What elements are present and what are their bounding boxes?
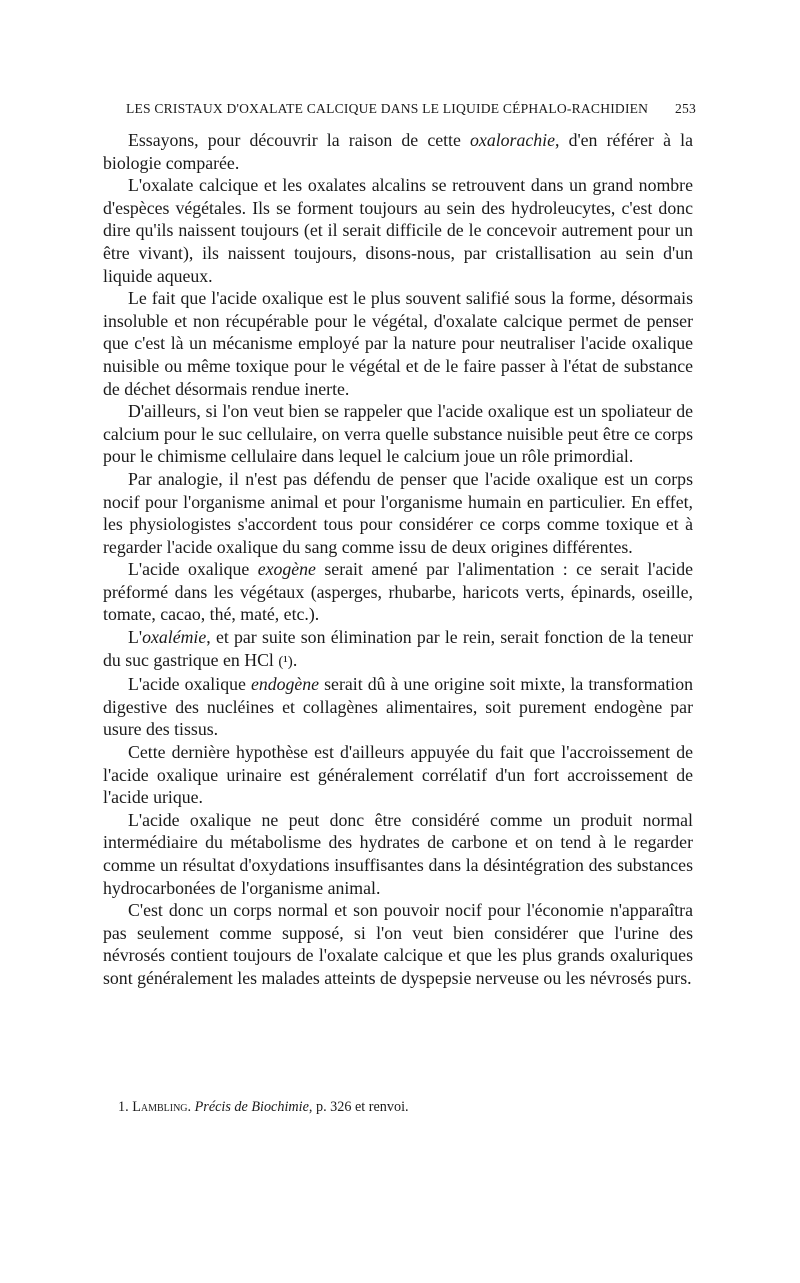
paragraph-7-text: L' [128, 627, 143, 648]
running-title: LES CRISTAUX D'OXALATE CALCIQUE DANS LE LIQUIDE CÉPHALO-RACHIDIEN [126, 101, 649, 116]
paragraph-11: C'est donc un corps normal et son pouvoir nocif pour l'économie n'apparaîtra pas seulement comme supposé, si l'on veut bien considérer que l'urine des névrosés contient toujours de l'oxalate calcique et que les plus grands oxaluriques sont généralement les malades atteints de dyspepsie nerveuse ou les névrosés purs. [103, 900, 693, 988]
footnote-work-title: Précis de Biochimie [194, 1099, 309, 1115]
paragraph-6-text-end: serait amené par l'alimentation : ce serait l'acide préformé dans les végétaux (asperges, rhubarbe, haricots verts, épinards, oseille, tomate, cacao, thé, maté, etc.). [103, 559, 693, 625]
paragraph-8 [103, 673, 693, 741]
paragraph-6-text: L'acide oxalique [128, 559, 258, 580]
paragraph-1 [103, 129, 693, 174]
footnote [118, 1098, 678, 1116]
paragraph-2: L'oxalate calcique et les oxalates alcalins se retrouvent dans un grand nombre d'espèces végétales. Ils se forment toujours au sein des hydroleucytes, c'est donc dire qu'ils naissent toujours (et il serait difficile de le concevoir autrement pour un être vivant), ils naissent toujours, disons-nous, par cristallisation au sein d'un liquide aqueux. [103, 175, 693, 286]
paragraph-4: D'ailleurs, si l'on veut bien se rappeler que l'acide oxalique est un spoliateur de calcium pour le suc cellulaire, on verra quelle substance nuisible peut être ce corps pour le chimisme cellulaire dans lequel le calcium joue un rôle primordial. [103, 401, 693, 467]
paragraph-7-text-end: . [292, 649, 298, 670]
paragraph-5: Par analogie, il n'est pas défendu de penser que l'acide oxalique est un corps nocif pour l'organisme animal et pour l'organisme humain en particulier. En effet, les physiologistes s'accordent tous pour considérer ce corps comme toxique et à regarder l'acide oxalique du sang comme issu de deux origines différentes. [103, 468, 693, 557]
paragraph-8-text-end: serait dû à une origine soit mixte, la transformation digestive des nucléines et collagènes alimentaires, soit purement endogène par usure des tissus. [103, 674, 693, 740]
page-number: 253 [675, 101, 696, 116]
paragraph-3: Le fait que l'acide oxalique est le plus souvent salifié sous la forme, désormais insoluble et non récupérable pour le végétal, d'oxalate calcique permet de penser que c'est là un mécanisme employé par la nature pour neutraliser l'acide oxalique nuisible ou même toxique pour le végétal et de le faire passer à l'état de substance de déchet désormais rendue inerte. [103, 288, 693, 399]
paragraph-6-italic: exogène [257, 559, 316, 580]
paragraph-1-text: Essayons, pour découvrir la raison de cette [128, 130, 471, 150]
footnote-reference-detail: , p. 326 et renvoi. [308, 1099, 409, 1115]
footnote-reference: (¹) [278, 653, 293, 670]
footnote-separator: . [187, 1099, 195, 1115]
footnote-author: Lambling [132, 1099, 188, 1115]
paragraph-6 [103, 558, 693, 626]
paragraph-9: Cette dernière hypothèse est d'ailleurs appuyée du fait que l'accroissement de l'acide oxalique urinaire est généralement corrélatif d'un fort accroissement de l'acide urique. [103, 742, 693, 808]
paragraph-1-italic: oxalorachie [470, 130, 555, 150]
footnote-number: 1. [118, 1099, 129, 1115]
paragraph-8-italic: endogène [250, 674, 320, 695]
paragraph-7-text-mid: , et par suite son élimination par le rein, serait fonction de la teneur du suc gastrique en HCl [103, 627, 693, 670]
paragraph-7-italic: oxalémie [142, 627, 207, 648]
paragraph-1-text-end: , d'en référer à la biologie comparée. [103, 130, 693, 173]
body-text [103, 129, 693, 990]
running-header [126, 101, 696, 123]
paragraph-10: L'acide oxalique ne peut donc être considéré comme un produit normal intermédiaire du métabolisme des hydrates de carbone et on tend à le regarder comme un résultat d'oxydations insuffisantes dans la désintégration des substances hydrocarbonées de l'organisme animal. [103, 809, 693, 898]
paragraph-8-text: L'acide oxalique [128, 674, 251, 695]
paragraph-7 [103, 626, 693, 673]
